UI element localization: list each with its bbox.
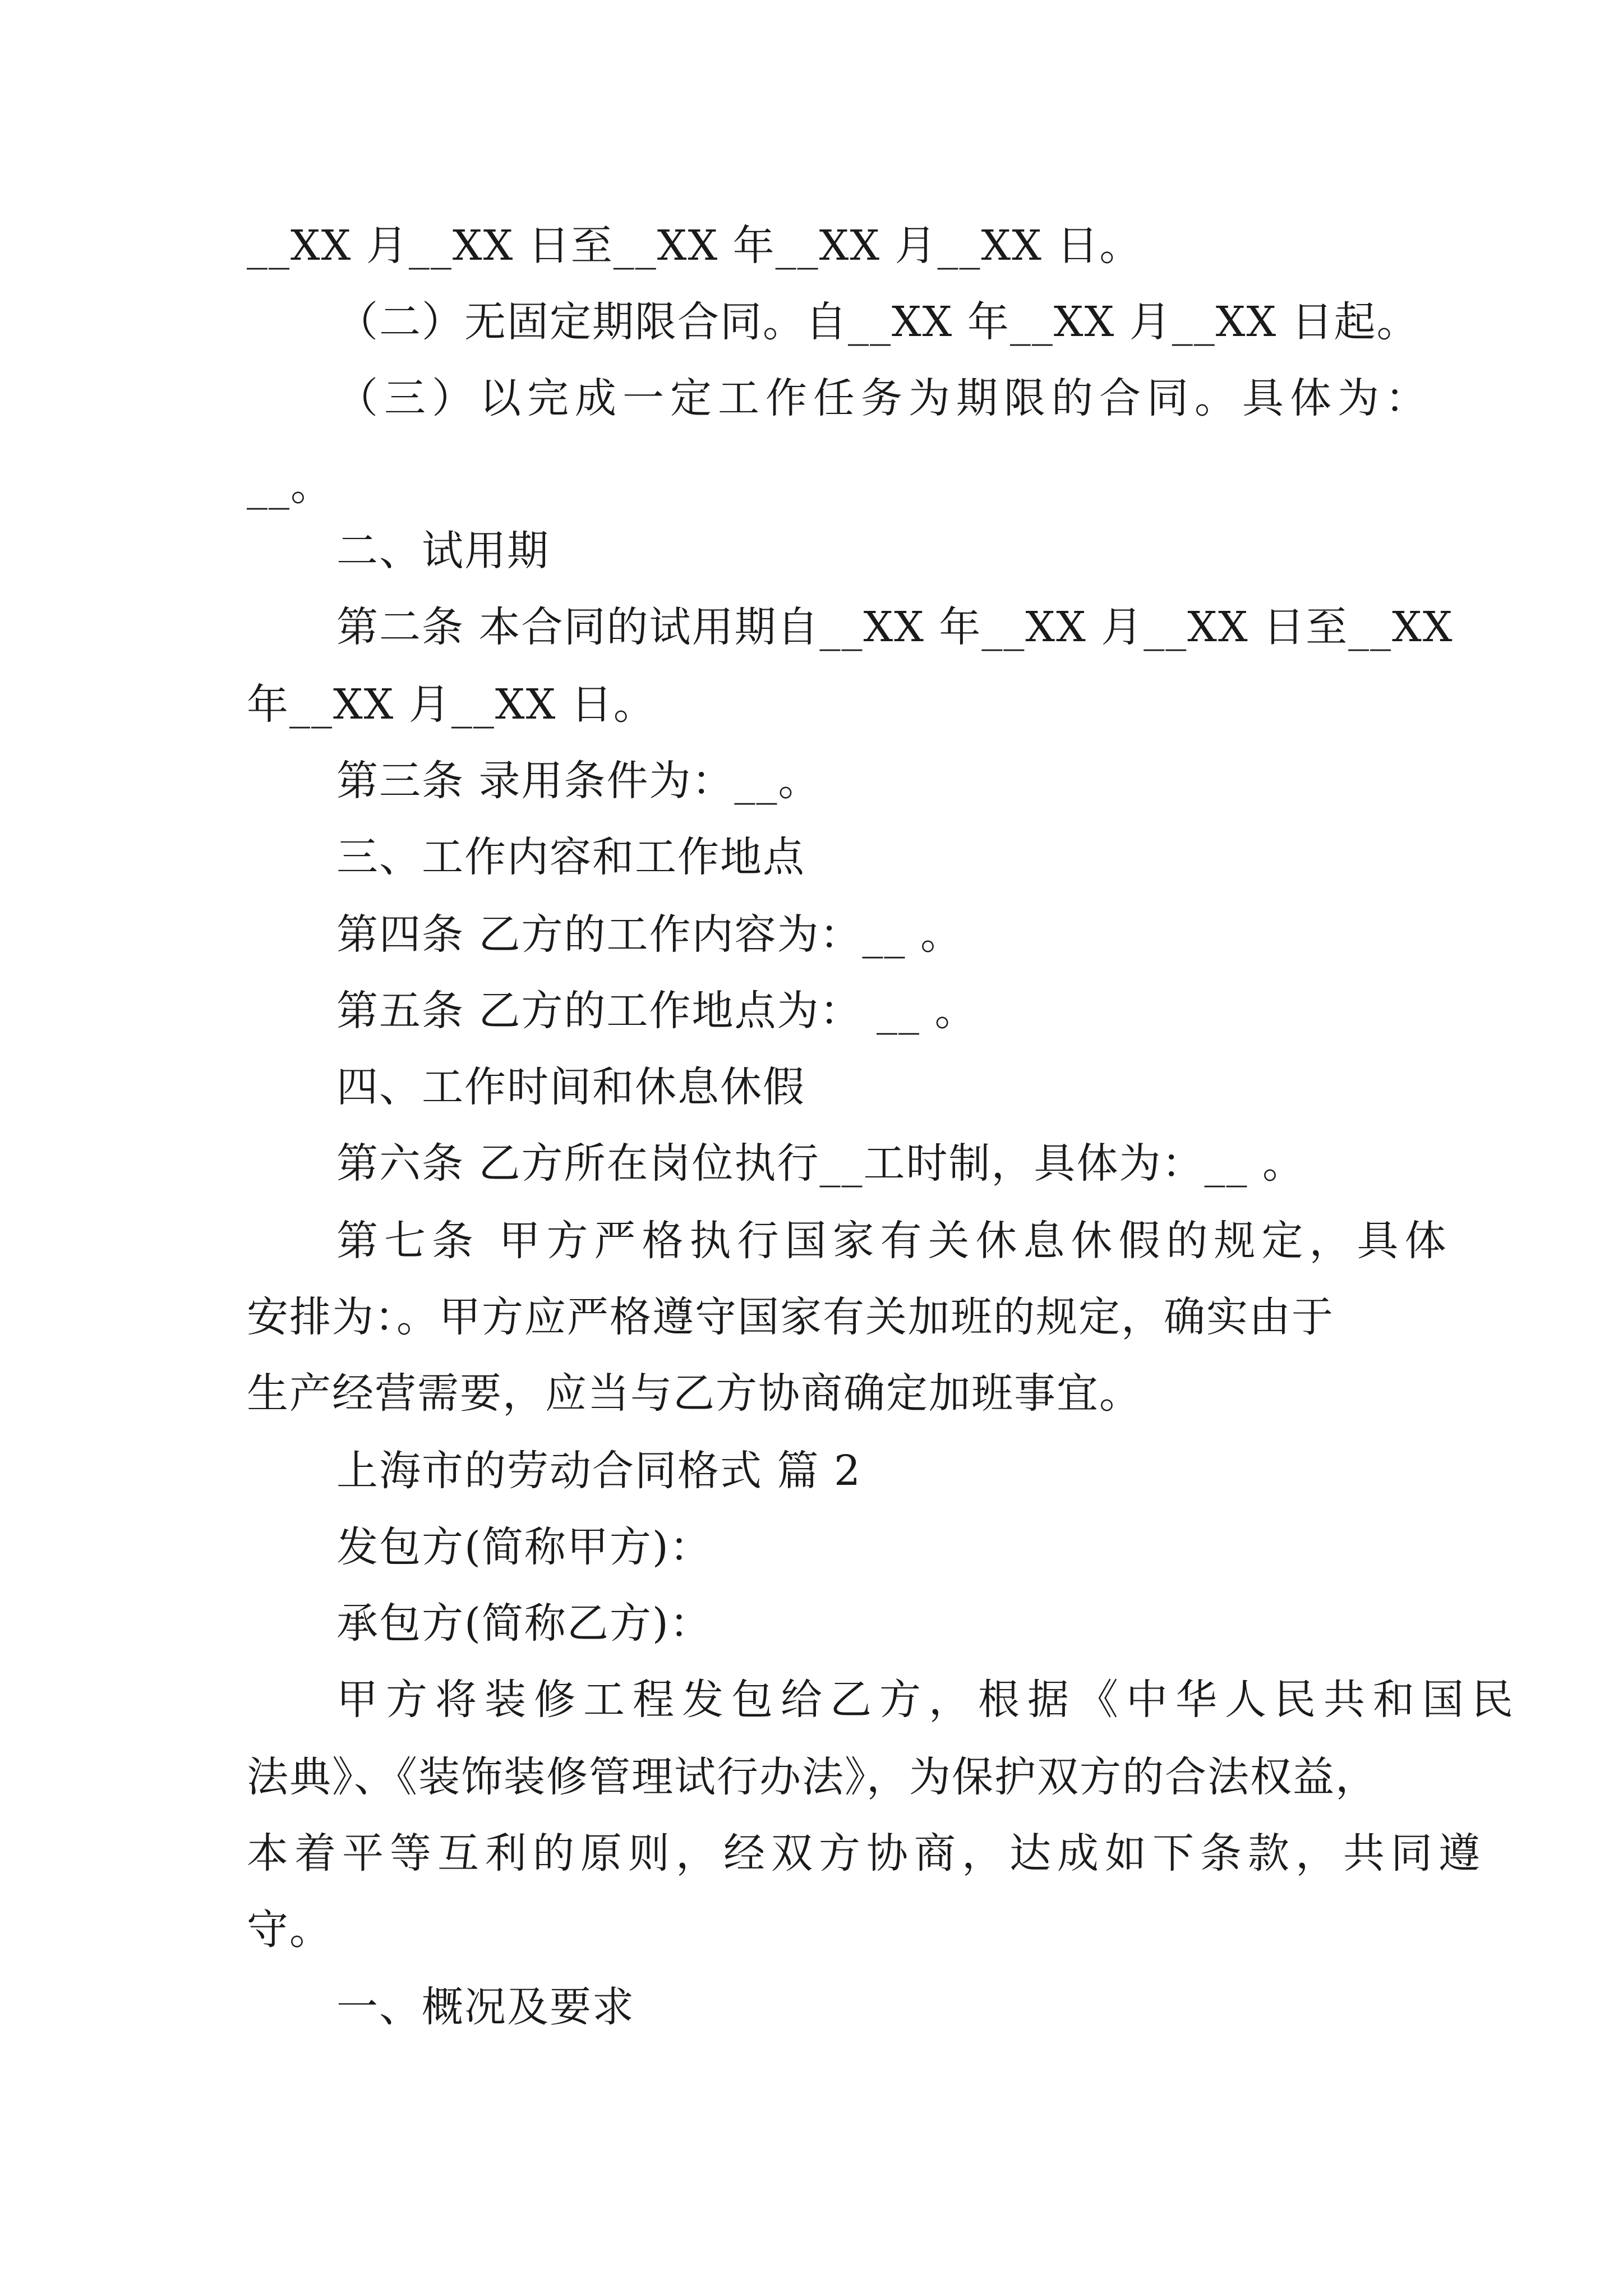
text-line: 发包方(简称甲方)： xyxy=(336,1523,712,1571)
text-line: （三）以完成一定工作任务为期限的合同。具体为： xyxy=(336,374,1433,422)
text-line: 第三条 录用条件为：__。 xyxy=(336,757,821,805)
text-line: 法典》、《装饰装修管理试行办法》，为保护双方的合法权益， xyxy=(247,1753,1378,1801)
text-line: 生产经营需要，应当与乙方协商确定加班事宜。 xyxy=(247,1369,1142,1418)
section-heading: 四、工作时间和休息休假 xyxy=(336,1063,805,1111)
text-line: （二）无固定期限合同。自__XX 年__XX 月__XX 日起。 xyxy=(336,298,1419,346)
text-line: 本着平等互利的原则，经双方协商，达成如下条款，共同遵 xyxy=(247,1829,1486,1878)
section-heading: 一、概况及要求 xyxy=(336,1983,635,2031)
text-line: 年__XX 月__XX 日。 xyxy=(247,680,656,729)
text-line: 第六条 乙方所在岗位执行__工时制，具体为：__ 。 xyxy=(336,1139,1306,1188)
section-heading: 三、工作内容和工作地点 xyxy=(336,833,805,881)
text-line: 安排为：。甲方应严格遵守国家有关加班的规定，确实由于 xyxy=(247,1293,1334,1341)
text-line: 承包方(简称乙方)： xyxy=(336,1599,712,1648)
text-line: __。 xyxy=(247,462,333,510)
text-line: 甲方将装修工程发包给乙方，根据《中华人民共和国民 xyxy=(336,1676,1521,1724)
text-line: 第二条 本合同的试用期自__XX 年__XX 月__XX 日至__XX xyxy=(336,603,1454,651)
text-line: 第四条 乙方的工作内容为：__ 。 xyxy=(336,910,963,959)
section-heading: 上海市的劳动合同格式 篇 2 xyxy=(336,1447,862,1495)
text-line: 第七条 甲方严格执行国家有关休息休假的规定，具体 xyxy=(336,1217,1453,1265)
text-line: 第五条 乙方的工作地点为： __ 。 xyxy=(336,987,978,1035)
text-line: 守。 xyxy=(247,1906,332,1954)
text-line: __XX 月__XX 日至__XX 年__XX 月__XX 日。 xyxy=(247,222,1142,270)
section-heading: 二、试用期 xyxy=(336,527,550,575)
